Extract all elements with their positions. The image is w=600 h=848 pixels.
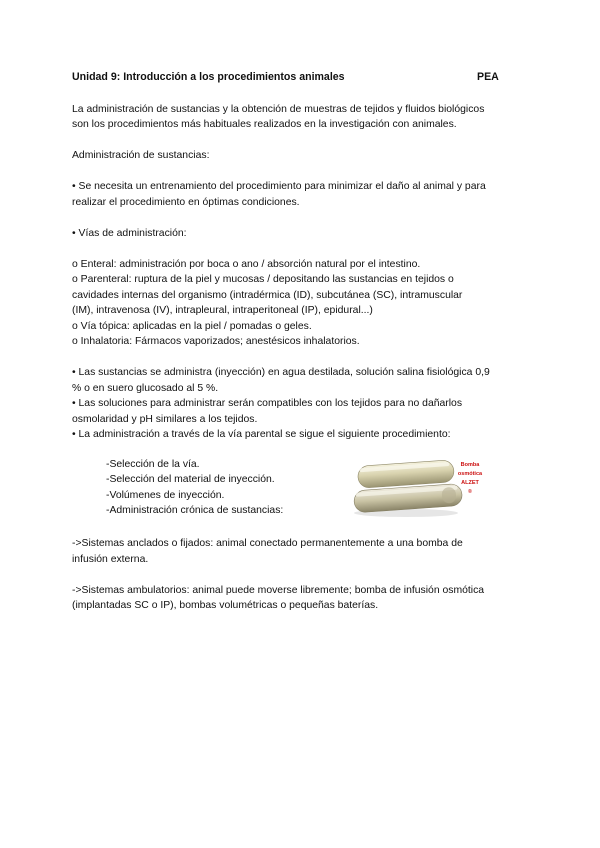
bullet-line: osmolaridad y pH similares a los tejidos. <box>72 413 258 425</box>
document-page <box>72 70 532 614</box>
system-ambulatory-line: (implantadas SC o IP), bombas volumétricas o pequeñas baterías. <box>72 600 379 611</box>
intro-line-1: La administración de sustancias y la obtención de muestras de tejidos y fluidos biológicos <box>72 103 485 115</box>
bullet-training-line-2: realizar el procedimiento en óptimas condiciones. <box>72 196 300 208</box>
bullet-line: • Las sustancias se administra (inyección) en agua destilada, solución salina fisiológica 0,9 <box>72 367 490 378</box>
figure-label-line: osmótica <box>457 470 483 477</box>
figure-label-line: Bomba <box>460 461 480 468</box>
route-line: o Parenteral: ruptura de la piel y mucosas / depositando las sustancias en tejidos o <box>72 274 454 285</box>
procedure-block <box>72 457 532 521</box>
osmotic-pump-image <box>350 455 500 519</box>
system-fixed-line: ->Sistemas anclados o fijados: animal conectado permanentemente a una bomba de <box>72 538 463 549</box>
figure-label-line: ALZET <box>461 479 479 486</box>
procedure-step: -Selección del material de inyección. <box>106 474 275 485</box>
system-ambulatory-line: ->Sistemas ambulatorios: animal puede moverse libremente; bomba de infusión osmótica <box>72 584 485 596</box>
figure-label-line: ® <box>468 488 472 495</box>
section-title: Administración de sustancias: <box>72 150 210 161</box>
intro-line-2: son los procedimientos más habituales realizados en la investigación con animales. <box>72 119 457 130</box>
route-line: cavidades internas del organismo (intradérmica (ID), subcutánea (SC), intramuscular <box>72 289 463 301</box>
bullet-routes-heading: • Vías de administración: <box>72 227 187 239</box>
bullet-line: • Las soluciones para administrar serán compatibles con los tejidos para no dañarlos <box>72 398 463 409</box>
procedure-step: -Selección de la vía. <box>106 458 200 470</box>
unit-title: Unidad 9: Introducción a los procedimientos animales <box>72 71 345 83</box>
procedure-step: -Administración crónica de sustancias: <box>106 505 284 516</box>
route-line: o Inhalatoria: Fármacos vaporizados; anestésicos inhalatorios. <box>72 336 360 347</box>
bullet-line: • La administración a través de la vía parental se sigue el siguiente procedimiento: <box>72 429 451 440</box>
procedure-step: -Volúmenes de inyección. <box>106 489 225 501</box>
route-line: (IM), intravenosa (IV), intrapleural, intraperitoneal (IP), epidural...) <box>72 305 373 316</box>
route-line: o Vía tópica: aplicadas en la piel / pomadas o geles. <box>72 320 312 332</box>
system-fixed-line: infusión externa. <box>72 553 149 565</box>
bullet-line: % o en suero glucosado al 5 %. <box>72 382 219 394</box>
course-code: PEA <box>477 71 499 83</box>
document-header <box>72 70 532 86</box>
bullet-training-line-1: • Se necesita un entrenamiento del procedimiento para minimizar el daño al animal y para <box>72 181 486 192</box>
route-line: o Enteral: administración por boca o ano / absorción natural por el intestino. <box>72 258 421 270</box>
